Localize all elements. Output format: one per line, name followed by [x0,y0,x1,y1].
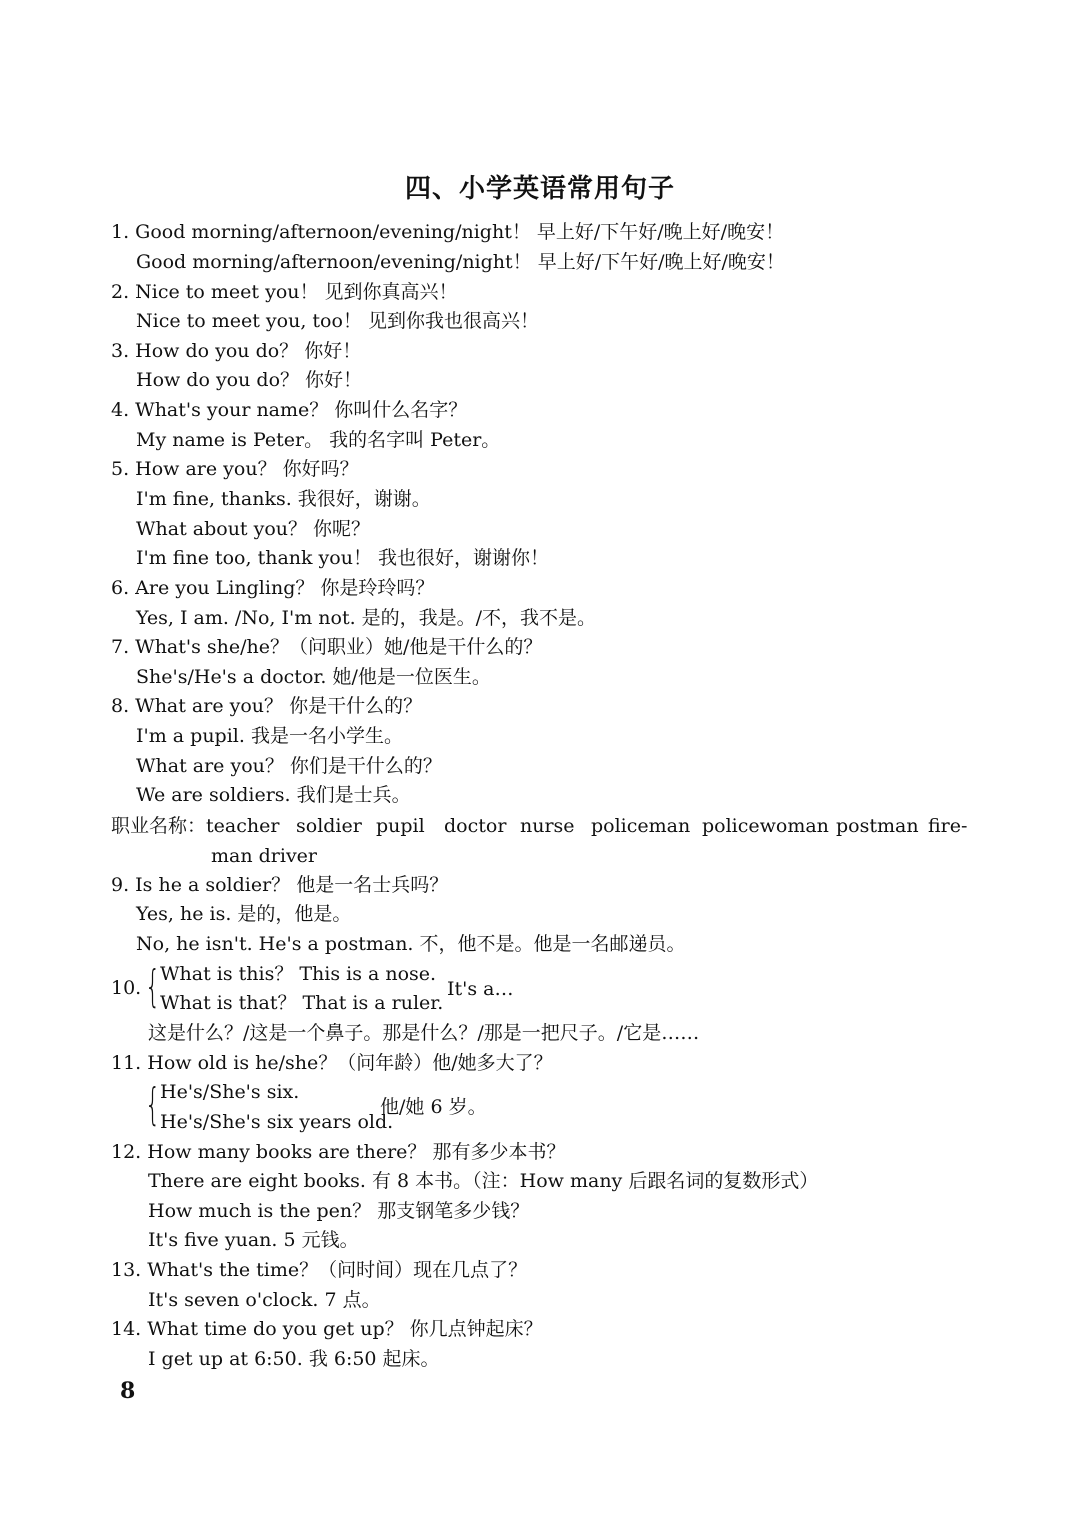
sentence-2-answer: Nice to meet you, too！ 见到你我也很高兴！ [136,310,539,332]
sentence-5-followup: What about you？ 你呢？ [136,518,371,540]
sentence-8-answer-plural: We are soldiers. 我们是士兵。 [136,784,411,806]
sentence-11-answer-long: He's/She's six years old. [160,1111,394,1133]
sentence-11-translation: 他/她 6 岁。 [380,1096,487,1118]
sentence-11-question: 11. How old is he/she？（问年龄）他/她多大了？ [111,1052,553,1074]
sentence-11-answer-short: He's/She's six. [160,1081,300,1103]
job-name: fire- [928,815,968,837]
job-name: pupil [376,815,425,837]
page-number: 8 [120,1378,136,1404]
sentence-6-answer: Yes, I am. /No, I'm not. 是的，我是。/不，我不是。 [136,607,597,629]
sentence-12-answer: There are eight books. 有 8 本书。（注：How many 后跟名词的复数形式） [148,1170,819,1192]
job-name: soldier [296,815,362,837]
sentence-10-number: 10. [111,977,142,999]
sentence-6-question: 6. Are you Lingling？ 你是玲玲吗？ [111,577,435,599]
job-names-continued: man driver [211,845,318,867]
page-title: 四、小学英语常用句子 [404,174,675,204]
sentence-7-question: 7. What's she/he？（问职业）她/他是干什么的？ [111,636,543,658]
sentence-12-question: 12. How many books are there？ 那有多少本书？ [111,1141,566,1163]
sentence-1-question: 1. Good morning/afternoon/evening/night！ 早上好/下午好/晚上好/晚安！ [111,221,785,243]
sentence-9-question: 9. Is he a soldier？ 他是一名士兵吗？ [111,874,449,896]
sentence-13-question: 13. What's the time？（问时间）现在几点了？ [111,1259,528,1281]
job-name: postman [836,815,919,837]
job-name: nurse [520,815,575,837]
sentence-14-answer: I get up at 6:50. 我 6:50 起床。 [148,1348,440,1370]
sentence-5-answer: I'm fine, thanks. 我很好，谢谢。 [136,488,431,510]
sentence-3-question: 3. How do you do？ 你好！ [111,340,362,362]
left-brace-icon: { [145,1079,161,1130]
sentence-10-answer: It's a… [447,978,514,1000]
sentence-3-answer: How do you do？ 你好！ [136,369,363,391]
sentence-13-answer: It's seven o'clock. 7 点。 [148,1289,381,1311]
sentence-12-price-answer: It's five yuan. 5 元钱。 [148,1229,359,1251]
job-names-label: 职业名称：teacher [111,815,280,837]
sentence-5-question: 5. How are you？ 你好吗？ [111,458,359,480]
sentence-8-question-plural: What are you？ 你们是干什么的？ [136,755,442,777]
left-brace-icon: { [145,961,161,1012]
job-name: policewoman [702,815,829,837]
sentence-9-answer-yes: Yes, he is. 是的，他是。 [136,903,352,925]
sentence-10-this: What is this？ This is a nose. [160,963,437,985]
sentence-9-answer-no: No, he isn't. He's a postman. 不，他不是。他是一名邮递员。 [136,933,686,955]
sentence-10-translation: 这是什么？/这是一个鼻子。那是什么？/那是一把尺子。/它是…… [148,1022,700,1044]
sentence-8-answer: I'm a pupil. 我是一名小学生。 [136,725,403,747]
job-name: doctor [444,815,507,837]
sentence-7-answer: She's/He's a doctor. 她/他是一位医生。 [136,666,491,688]
sentence-2-question: 2. Nice to meet you！ 见到你真高兴！ [111,281,458,303]
job-name: policeman [591,815,691,837]
sentence-14-question: 14. What time do you get up？ 你几点钟起床？ [111,1318,543,1340]
sentence-1-answer: Good morning/afternoon/evening/night！ 早上好/下午好/晚上好/晚安！ [136,251,785,273]
sentence-8-question: 8. What are you？ 你是干什么的？ [111,695,423,717]
sentence-4-question: 4. What's your name？ 你叫什么名字？ [111,399,468,421]
sentence-4-answer: My name is Peter。 我的名字叫 Peter。 [136,429,501,451]
sentence-10-that: What is that？ That is a ruler. [160,992,444,1014]
sentence-5-reply: I'm fine too, thank you！ 我也很好，谢谢你！ [136,547,550,569]
sentence-12-price-question: How much is the pen？ 那支钢笔多少钱？ [148,1200,530,1222]
